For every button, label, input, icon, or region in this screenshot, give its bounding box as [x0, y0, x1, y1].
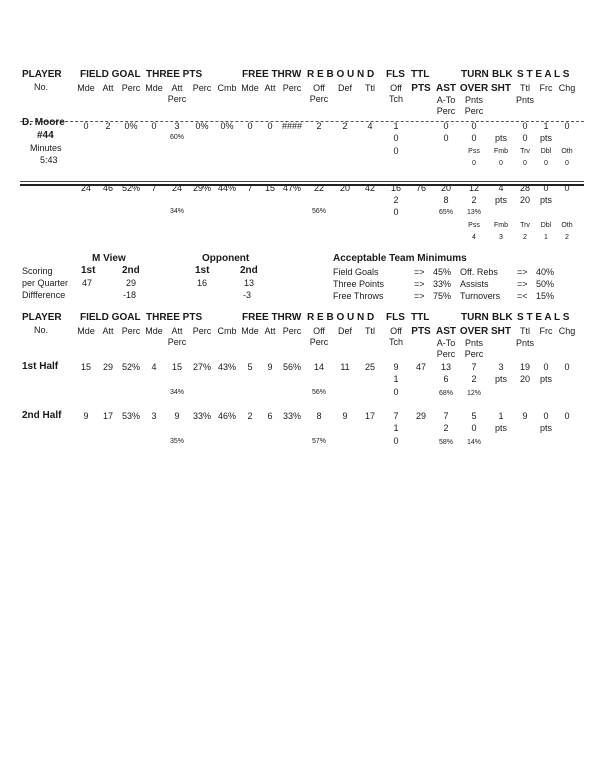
team-stat-cell: 7: [247, 183, 253, 193]
half1-stat-cell: 13: [440, 362, 452, 372]
steal-sub-value: 4: [472, 234, 476, 241]
header2-player: PLAYER: [22, 312, 62, 323]
half1-stat-cell: 9: [267, 362, 273, 372]
min-label: Field Goals: [333, 267, 379, 277]
half1-stat-cell: 5: [247, 362, 253, 372]
double-rule-top: [20, 181, 584, 182]
player-stat-cell: 0: [151, 121, 157, 131]
col2-chg: Chg: [558, 326, 576, 336]
min-pct2: 40%: [536, 267, 555, 277]
half1-label: 1st Half: [22, 361, 59, 372]
header-ttl: TTL: [411, 69, 430, 80]
header-player: PLAYER: [22, 69, 62, 80]
scoring-label: Scoring: [22, 266, 53, 276]
min-arrow2: =<: [517, 291, 528, 301]
player-name: D. Moore: [22, 117, 65, 128]
steal-sub-label: Dbl: [540, 222, 552, 229]
col-perc: Perc: [282, 83, 302, 93]
header-fls: FLS: [386, 69, 405, 80]
header2-three-pts: THREE PTS: [146, 312, 203, 323]
team-turn-pct: 13%: [466, 209, 482, 216]
half1-stat-cell: 11: [340, 362, 350, 372]
half2-stat-cell: 33%: [282, 411, 302, 421]
steal-sub-label: Pss: [468, 148, 480, 155]
half2-stat-cell: 46%: [217, 411, 237, 421]
player-stat-cell: 2: [342, 121, 348, 131]
half2-stat-cell: 17: [364, 411, 376, 421]
steal-sub-value: 0: [472, 160, 476, 167]
header2-blk: BLK: [492, 312, 513, 323]
team-stat-cell: 0: [564, 183, 570, 193]
player-stat-cell: 0: [267, 121, 273, 131]
player-stl-2: 0: [522, 133, 528, 143]
steal-sub-value: 2: [523, 234, 527, 241]
team-blk-pts: pts: [494, 195, 508, 205]
mview-diff: -18: [123, 290, 137, 300]
col2-off-perc: Perc: [309, 337, 329, 347]
team-ast-pct: 65%: [438, 209, 454, 216]
col2-over-perc: Perc: [464, 349, 484, 359]
header-steals: S T E A L S: [517, 69, 570, 80]
team-att-pct: 34%: [169, 208, 185, 215]
header-three-pts: THREE PTS: [146, 69, 203, 80]
half1-ast-2: 6: [443, 374, 449, 384]
half1-off-pct: 56%: [311, 389, 327, 396]
col2-perc: Perc: [282, 326, 302, 336]
opponent-title: Opponent: [202, 253, 250, 264]
half1-blk-pts: pts: [494, 374, 508, 384]
half2-stat-cell: 0: [564, 411, 570, 421]
steal-sub-label: Pss: [468, 222, 480, 229]
col2-stl-ttl: Ttl: [520, 326, 530, 336]
half1-stat-cell: 52%: [121, 362, 141, 372]
steal-sub-value: 3: [499, 234, 503, 241]
half2-stat-cell: 7: [393, 411, 399, 421]
col-cmb: Cmb: [217, 83, 237, 93]
col-mde: Mde: [241, 83, 259, 93]
col2-sht: SHT: [491, 326, 511, 337]
steal-sub-value: 2: [565, 234, 569, 241]
player-stat-cell: ####: [281, 121, 303, 131]
player-blk-pts: pts: [494, 133, 508, 143]
header-free-throw: FREE THRW: [242, 69, 302, 80]
half1-stat-cell: 56%: [282, 362, 302, 372]
col2-perc: Perc: [192, 326, 212, 336]
player-stl-pts: pts: [539, 133, 553, 143]
opp-1st: 1st: [195, 265, 210, 276]
half2-ast-pct: 58%: [438, 439, 454, 446]
half1-stat-cell: 25: [364, 362, 376, 372]
team-stat-cell: 52%: [121, 183, 141, 193]
half2-stat-cell: 9: [83, 411, 89, 421]
mview-1st: 1st: [81, 265, 96, 276]
player-stat-cell: 0%: [124, 121, 138, 131]
col2-att: Att: [264, 326, 276, 336]
min-pct2: 50%: [536, 279, 555, 289]
half2-stat-cell: 29: [415, 411, 427, 421]
steal-sub-value: 0: [499, 160, 503, 167]
min-pct2: 15%: [536, 291, 555, 301]
min-arrow: =>: [414, 291, 425, 301]
col2-ast: AST: [436, 326, 456, 337]
col-ato: A-To: [436, 95, 456, 105]
col-ttl: Ttl: [365, 83, 375, 93]
player-stat-cell: 2: [105, 121, 111, 131]
half2-ast-2: 2: [443, 423, 449, 433]
player-stat-cell: 4: [367, 121, 373, 131]
half2-fls-3: 0: [393, 436, 399, 446]
team-stat-cell: 20: [339, 183, 351, 193]
header2-field-goal: FIELD GOAL: [80, 312, 141, 323]
half1-stat-cell: 19: [519, 362, 531, 372]
header2-steals: S T E A L S: [517, 312, 570, 323]
steal-sub-label: Trv: [520, 148, 530, 155]
half2-stat-cell: 0: [543, 411, 549, 421]
player-stat-cell: 0%: [195, 121, 209, 131]
half2-stat-cell: 3: [151, 411, 157, 421]
mview-q1: 47: [82, 278, 93, 288]
col2-att: Att: [102, 326, 114, 336]
half1-ast-pct: 68%: [438, 390, 454, 397]
header2-fls: FLS: [386, 312, 405, 323]
col-mde: Mde: [145, 83, 163, 93]
steal-sub-label: Oth: [561, 222, 573, 229]
col-mde: Mde: [77, 83, 95, 93]
header-turn: TURN: [461, 69, 489, 80]
col2-ato: A-To: [436, 338, 456, 348]
steal-sub-label: Trv: [520, 222, 530, 229]
half1-stat-cell: 15: [171, 362, 183, 372]
col-perc: Perc: [121, 83, 141, 93]
col2-over: OVER: [459, 326, 489, 337]
min-pct: 75%: [433, 291, 452, 301]
half1-stat-cell: 4: [151, 362, 157, 372]
player-number: #44: [37, 130, 54, 141]
team-stat-cell: 15: [264, 183, 276, 193]
steal-sub-value: 1: [544, 234, 548, 241]
acceptable-title: Acceptable Team Minimums: [333, 253, 467, 264]
team-stat-cell: 24: [80, 183, 92, 193]
half2-fls-2: 1: [393, 423, 399, 433]
half1-stat-cell: 0: [543, 362, 549, 372]
opp-q1: 16: [197, 278, 208, 288]
col-off-perc: Perc: [309, 94, 329, 104]
team-stat-cell: 42: [364, 183, 376, 193]
team-fls-2: 2: [393, 195, 399, 205]
half2-stat-cell: 5: [471, 411, 477, 421]
steal-sub-label: Fmb: [494, 222, 508, 229]
team-turn-2: 2: [471, 195, 477, 205]
opp-diff: -3: [243, 290, 252, 300]
player-stat-cell: 1: [393, 121, 399, 131]
half2-label: 2nd Half: [22, 410, 62, 421]
col2-fls-off: Off: [390, 326, 402, 336]
half2-stat-cell: 9: [174, 411, 180, 421]
header2-turn: TURN: [461, 312, 489, 323]
team-stat-cell: 28: [519, 183, 531, 193]
player-stat-cell: 0: [443, 121, 449, 131]
minutes-value: 5:43: [40, 155, 58, 165]
mview-2nd: 2nd: [122, 265, 140, 276]
player-stat-cell: 3: [174, 121, 180, 131]
col-att: Att: [171, 83, 183, 93]
team-stat-cell: 47%: [282, 183, 302, 193]
half2-turn-pct: 14%: [466, 439, 482, 446]
player-ast-2: 0: [443, 133, 449, 143]
min-arrow: =>: [414, 279, 425, 289]
team-off-pct: 56%: [311, 208, 327, 215]
half2-stat-cell: 2: [247, 411, 253, 421]
header2-ttl: TTL: [411, 312, 430, 323]
player-stat-cell: 0: [83, 121, 89, 131]
col-perc: Perc: [192, 83, 212, 93]
mview-title: M View: [92, 253, 126, 264]
col-att: Att: [264, 83, 276, 93]
minutes-label: Minutes: [30, 143, 62, 153]
col2-att-perc: Perc: [167, 337, 187, 347]
half1-stat-cell: 3: [498, 362, 504, 372]
half1-stat-cell: 9: [393, 362, 399, 372]
half1-stat-cell: 27%: [192, 362, 212, 372]
col-over-pnts: Pnts: [464, 95, 484, 105]
half2-stat-cell: 1: [498, 411, 504, 421]
col2-ato-perc: Perc: [436, 349, 456, 359]
header2-no: No.: [34, 325, 49, 335]
steal-sub-label: Dbl: [540, 148, 552, 155]
min-pct: 45%: [433, 267, 452, 277]
half1-stat-cell: 7: [471, 362, 477, 372]
player-turn-2: 0: [471, 133, 477, 143]
steal-sub-value: 0: [544, 160, 548, 167]
col-over-perc: Perc: [464, 106, 484, 116]
player-stat-cell: 0: [522, 121, 528, 131]
col-off: Off: [313, 83, 325, 93]
player-stat-cell: 0%: [220, 121, 234, 131]
half1-stat-cell: 15: [80, 362, 92, 372]
half1-stat-cell: 43%: [217, 362, 237, 372]
col2-stl-pnts: Pnts: [515, 338, 535, 348]
header-no: No.: [34, 82, 49, 92]
half2-stat-cell: 9: [342, 411, 348, 421]
min-arrow2: =>: [517, 279, 528, 289]
col-frc: Frc: [539, 83, 553, 93]
col-stl-ttl: Ttl: [520, 83, 530, 93]
player-att-pct: 60%: [169, 134, 185, 141]
half1-stat-cell: 0: [564, 362, 570, 372]
player-stat-cell: 0: [471, 121, 477, 131]
half1-turn-pct: 12%: [466, 390, 482, 397]
col-att-perc: Perc: [167, 94, 187, 104]
header2-rebound: R E B O U N D: [307, 312, 375, 323]
col-stl-pnts: Pnts: [515, 95, 535, 105]
min-arrow: =>: [414, 267, 425, 277]
col-sht: SHT: [491, 83, 511, 94]
team-stat-cell: 76: [415, 183, 427, 193]
team-stat-cell: 20: [440, 183, 452, 193]
half2-stat-cell: 53%: [121, 411, 141, 421]
team-stat-cell: 46: [102, 183, 114, 193]
half2-stat-cell: 17: [102, 411, 114, 421]
steal-sub-label: Oth: [561, 148, 573, 155]
team-stat-cell: 22: [313, 183, 325, 193]
steal-sub-label: Fmb: [494, 148, 508, 155]
col-fls-off: Off: [390, 83, 402, 93]
team-stl-2: 20: [519, 195, 531, 205]
half1-stat-cell: 14: [313, 362, 325, 372]
team-ast-2: 8: [443, 195, 449, 205]
per-quarter-label: per Quarter: [22, 278, 69, 288]
player-fls-2: 0: [393, 133, 399, 143]
min-arrow2: =>: [517, 267, 528, 277]
col-chg: Chg: [558, 83, 576, 93]
min-pct: 33%: [433, 279, 452, 289]
half1-stat-cell: 47: [415, 362, 427, 372]
half2-stat-cell: 7: [443, 411, 449, 421]
half1-turn-2: 2: [471, 374, 477, 384]
col2-cmb: Cmb: [217, 326, 237, 336]
steal-sub-value: 0: [565, 160, 569, 167]
col2-pts: PTS: [411, 326, 431, 337]
team-stat-cell: 7: [151, 183, 157, 193]
player-fls-3: 0: [393, 146, 399, 156]
col-att: Att: [102, 83, 114, 93]
col2-off: Off: [313, 326, 325, 336]
col2-tch: Tch: [388, 337, 404, 347]
col2-att: Att: [171, 326, 183, 336]
half2-stat-cell: 33%: [192, 411, 212, 421]
difference-label: Diffference: [22, 290, 66, 300]
opp-2nd: 2nd: [240, 265, 258, 276]
half2-stl-pts: pts: [539, 423, 553, 433]
header-rebound: R E B O U N D: [307, 69, 375, 80]
opp-q2: 13: [244, 278, 255, 288]
team-stat-cell: 44%: [217, 183, 237, 193]
col2-ttl: Ttl: [365, 326, 375, 336]
header-blk: BLK: [492, 69, 513, 80]
min-label2: Turnovers: [460, 291, 501, 301]
team-stat-cell: 16: [390, 183, 402, 193]
team-stat-cell: 29%: [192, 183, 212, 193]
col-def: Def: [337, 83, 353, 93]
team-stat-cell: 4: [498, 183, 504, 193]
col2-mde: Mde: [241, 326, 259, 336]
half1-fls-2: 1: [393, 374, 399, 384]
min-label: Free Throws: [333, 291, 384, 301]
player-stat-cell: 0: [564, 121, 570, 131]
half1-stat-cell: 29: [102, 362, 114, 372]
team-stl-pts: pts: [539, 195, 553, 205]
half2-stat-cell: 9: [522, 411, 528, 421]
half2-stat-cell: 8: [316, 411, 322, 421]
half2-off-pct: 57%: [311, 438, 327, 445]
header2-free-throw: FREE THRW: [242, 312, 302, 323]
col2-over-pnts: Pnts: [464, 338, 484, 348]
half1-stl-pts: pts: [539, 374, 553, 384]
col-tch: Tch: [388, 94, 404, 104]
half1-stl-2: 20: [519, 374, 531, 384]
min-label: Three Points: [333, 279, 385, 289]
col2-mde: Mde: [145, 326, 163, 336]
col-pts: PTS: [411, 83, 431, 94]
half1-fls-3: 0: [393, 387, 399, 397]
half1-att-pct: 34%: [169, 389, 185, 396]
team-stat-cell: 24: [171, 183, 183, 193]
col2-def: Def: [337, 326, 353, 336]
half2-att-pct: 35%: [169, 438, 185, 445]
col2-frc: Frc: [539, 326, 553, 336]
col-ato-perc: Perc: [436, 106, 456, 116]
header-field-goal: FIELD GOAL: [80, 69, 141, 80]
team-stat-cell: 12: [468, 183, 480, 193]
player-stat-cell: 1: [543, 121, 549, 131]
col2-perc: Perc: [121, 326, 141, 336]
player-stat-cell: 0: [247, 121, 253, 131]
steal-sub-value: 0: [523, 160, 527, 167]
min-label2: Assists: [460, 279, 489, 289]
half2-blk-pts: pts: [494, 423, 508, 433]
mview-q2: 29: [126, 278, 137, 288]
half2-stat-cell: 6: [267, 411, 273, 421]
col-over: OVER: [459, 83, 489, 94]
team-stat-cell: 0: [543, 183, 549, 193]
col2-mde: Mde: [77, 326, 95, 336]
half2-turn-2: 0: [471, 423, 477, 433]
player-stat-cell: 2: [316, 121, 322, 131]
team-fls-3: 0: [393, 207, 399, 217]
min-label2: Off. Rebs: [460, 267, 498, 277]
col-ast: AST: [436, 83, 456, 94]
